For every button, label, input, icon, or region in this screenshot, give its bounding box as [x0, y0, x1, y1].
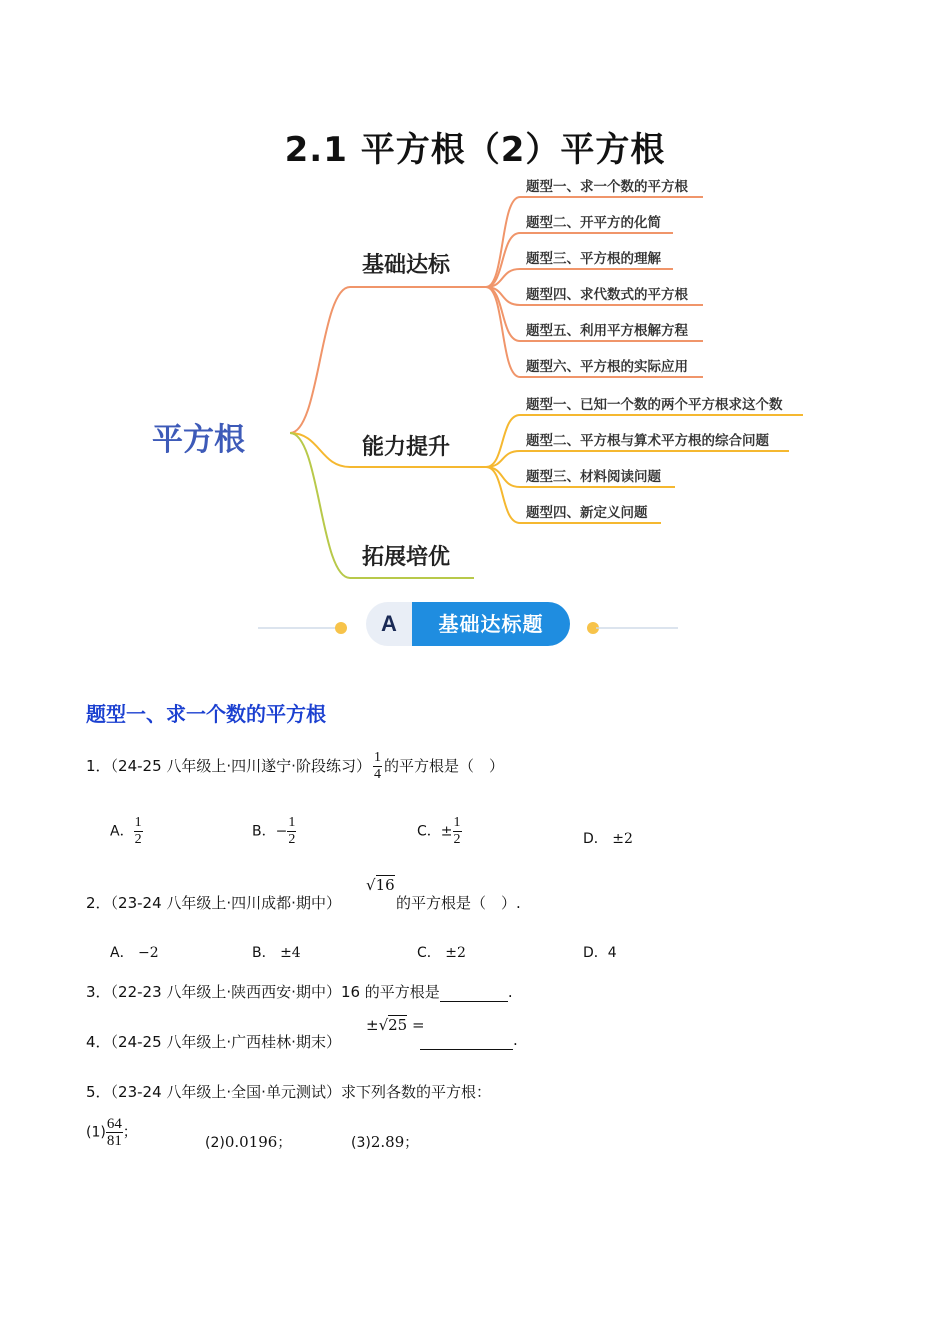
mindmap-root: 平方根 [152, 422, 245, 458]
question-5 [86, 1081, 491, 1102]
fraction: $\frac{1}{4}$ [373, 750, 381, 782]
mindmap-leaf: 题型五、利用平方根解方程 [526, 323, 688, 339]
option-a[interactable]: A． $\frac{1}{2}$ [110, 815, 142, 847]
subquestion-2: (2)0.0196； [205, 1133, 292, 1151]
question-source: （23-24 八年级上·全国·单元测试） [110, 1083, 341, 1101]
answer-blank[interactable] [440, 983, 508, 1002]
mindmap-branch-extension: 拓展培优 [362, 545, 451, 570]
question-number: 5． [86, 1083, 111, 1101]
mindmap-branch-basic: 基础达标 [362, 253, 451, 278]
question-source: （24-25 八年级上·广西桂林·期末） [110, 1033, 341, 1051]
banner-letter: A [366, 602, 412, 646]
question-text: 的平方根是（ ） [383, 757, 504, 775]
question-2 [86, 892, 341, 913]
answer-blank[interactable] [420, 1031, 513, 1050]
option-d[interactable]: D． ±2 [583, 831, 633, 847]
subquestion-3: (3)2.89； [351, 1133, 419, 1151]
radical-16: √16 [366, 876, 395, 894]
question-text: 16 的平方根是 [340, 983, 440, 1001]
mindmap-leaf: 题型六、平方根的实际应用 [526, 359, 688, 375]
mindmap-leaf: 题型四、求代数式的平方根 [526, 287, 688, 303]
mindmap-leaf: 题型三、材料阅读问题 [526, 469, 661, 485]
option-b[interactable]: B．− $\frac{1}{2}$ [252, 815, 296, 847]
subquestion-1: (1) $\frac{64}{81}$ ； [86, 1116, 137, 1149]
answer-line: . [420, 1031, 518, 1050]
option-a[interactable]: A． −2 [110, 945, 159, 961]
mindmap-connectors [0, 0, 950, 600]
question-source: （22-23 八年级上·陕西西安·期中） [110, 983, 341, 1001]
question-number: 4． [86, 1033, 111, 1051]
question-3: 3．（22-23 八年级上·陕西西安·期中）16 的平方根是 . [86, 983, 513, 1001]
question-1 [86, 750, 504, 783]
question-4 [86, 1031, 341, 1052]
mindmap-leaf: 题型四、新定义问题 [526, 505, 648, 521]
banner-title: 基础达标题 [412, 602, 570, 646]
question-text: 求下列各数的平方根： [340, 1083, 491, 1101]
mindmap-leaf: 题型一、求一个数的平方根 [526, 179, 688, 195]
page-title: 2.1 平方根（2）平方根 [284, 130, 666, 170]
question-number: 3． [86, 983, 111, 1001]
mindmap-leaf: 题型一、已知一个数的两个平方根求这个数 [526, 397, 783, 413]
question-number: 2． [86, 894, 111, 912]
mindmap-branch-advanced: 能力提升 [362, 435, 451, 460]
mindmap-leaf: 题型二、平方根与算术平方根的综合问题 [526, 433, 769, 449]
mindmap-leaf: 题型三、平方根的理解 [526, 251, 661, 267]
option-c[interactable]: C． ±2 [417, 945, 466, 961]
option-d[interactable]: D．4 [583, 945, 617, 961]
mindmap-leaf: 题型二、开平方的化简 [526, 215, 661, 231]
question-number: 1． [86, 757, 111, 775]
question-source: （23-24 八年级上·四川成都·期中） [110, 894, 341, 912]
question-source: （24-25 八年级上·四川遂宁·阶段练习） [110, 757, 371, 775]
option-b[interactable]: B． ±4 [252, 945, 301, 961]
expression-pm-sqrt-25: ±√25 = [366, 1016, 425, 1034]
option-c[interactable]: C．± $\frac{1}{2}$ [417, 815, 461, 847]
section-title: 题型一、求一个数的平方根 [86, 702, 326, 726]
question-text: 的平方根是（ ）. [396, 894, 521, 912]
